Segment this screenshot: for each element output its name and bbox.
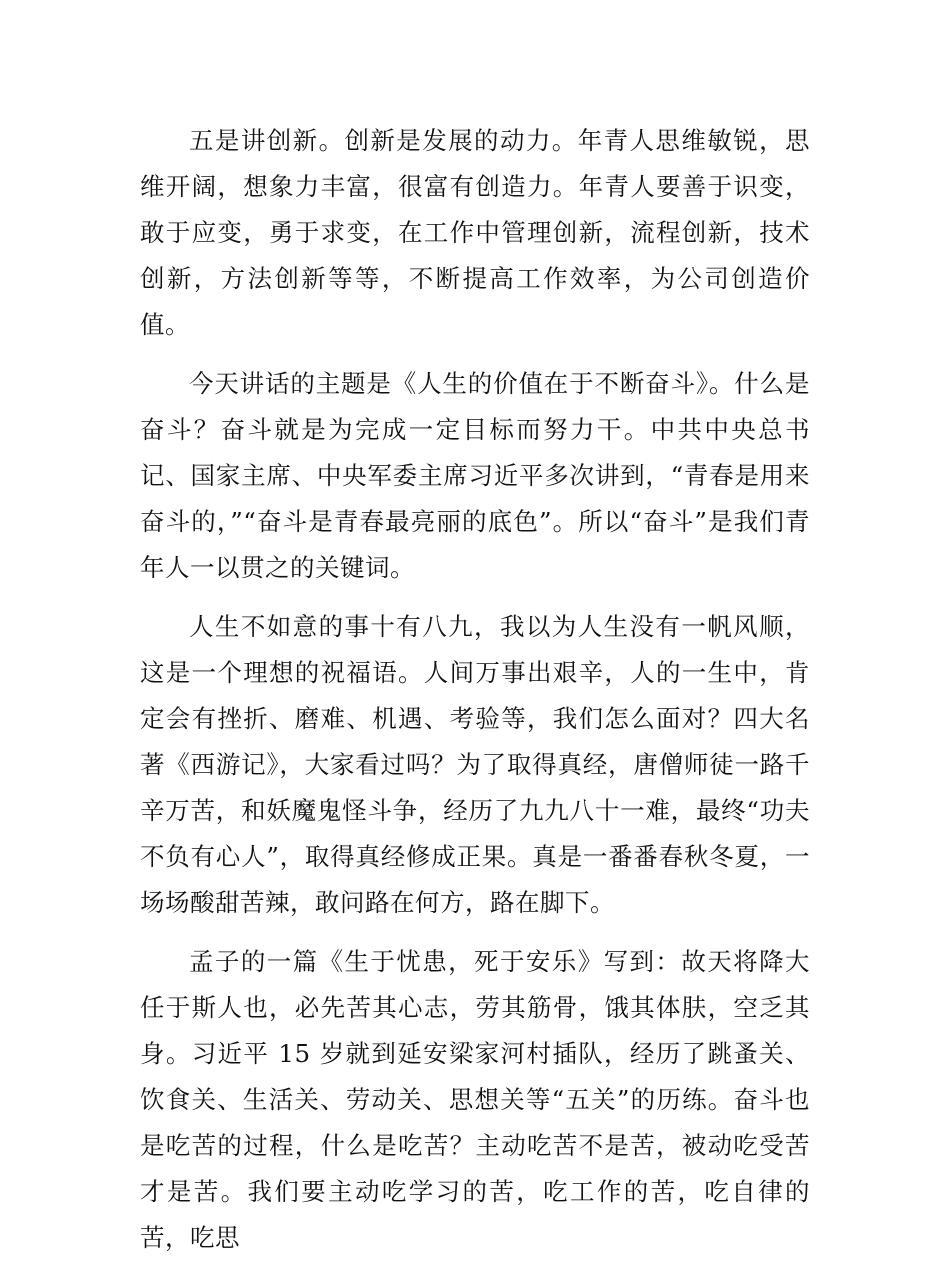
paragraph-innovation: 五是讲创新。创新是发展的动力。年青人思维敏锐，思维开阔，想象力丰富，很富有创造力。年青人要善于识变，敢于应变，勇于求变，在工作中管理创新，流程创新，技术创新，方法创新等等，不断提高工作效率，为公司创造价值。 [140,126,810,339]
document-body [140,118,810,1274]
paragraph-mencius: 孟子的一篇《生于忧患，死于安乐》写到：故天将降大任于斯人也，必先苦其心志，劳其筋骨，饿其体肤，空乏其身。习近平 15 岁就到延安梁家河村插队，经历了跳蚤关、饮食关、生活关、劳动关、思想关等“五关”的历练。奋斗也是吃苦的过程，什么是吃苦？主动吃苦不是苦，被动吃受苦才是苦。我们要主动吃学习的苦，吃工作的苦，吃自律的苦，吃思 [140,947,810,1252]
paragraph-speech-theme: 今天讲话的主题是《人生的价值在于不断奋斗》。什么是奋斗？奋斗就是为完成一定目标而努力干。中共中央总书记、国家主席、中央军委主席习近平多次讲到，“青春是用来奋斗的，”“奋斗是青春最亮丽的底色”。所以“奋斗”是我们青年人一以贯之的关键词。 [140,369,810,582]
paragraph-journey-west: 人生不如意的事十有八九，我以为人生没有一帆风顺，这是一个理想的祝福语。人间万事出艰辛，人的一生中，肯定会有挫折、磨难、机遇、考验等，我们怎么面对？四大名著《西游记》，大家看过吗？为了取得真经，唐僧师徒一路千辛万苦，和妖魔鬼怪斗争，经历了九九八十一难，最终“功夫不负有心人”，取得真经修成正果。真是一番番春秋冬夏，一场场酸甜苦辣，敢问路在何方，路在脚下。 [140,612,810,917]
